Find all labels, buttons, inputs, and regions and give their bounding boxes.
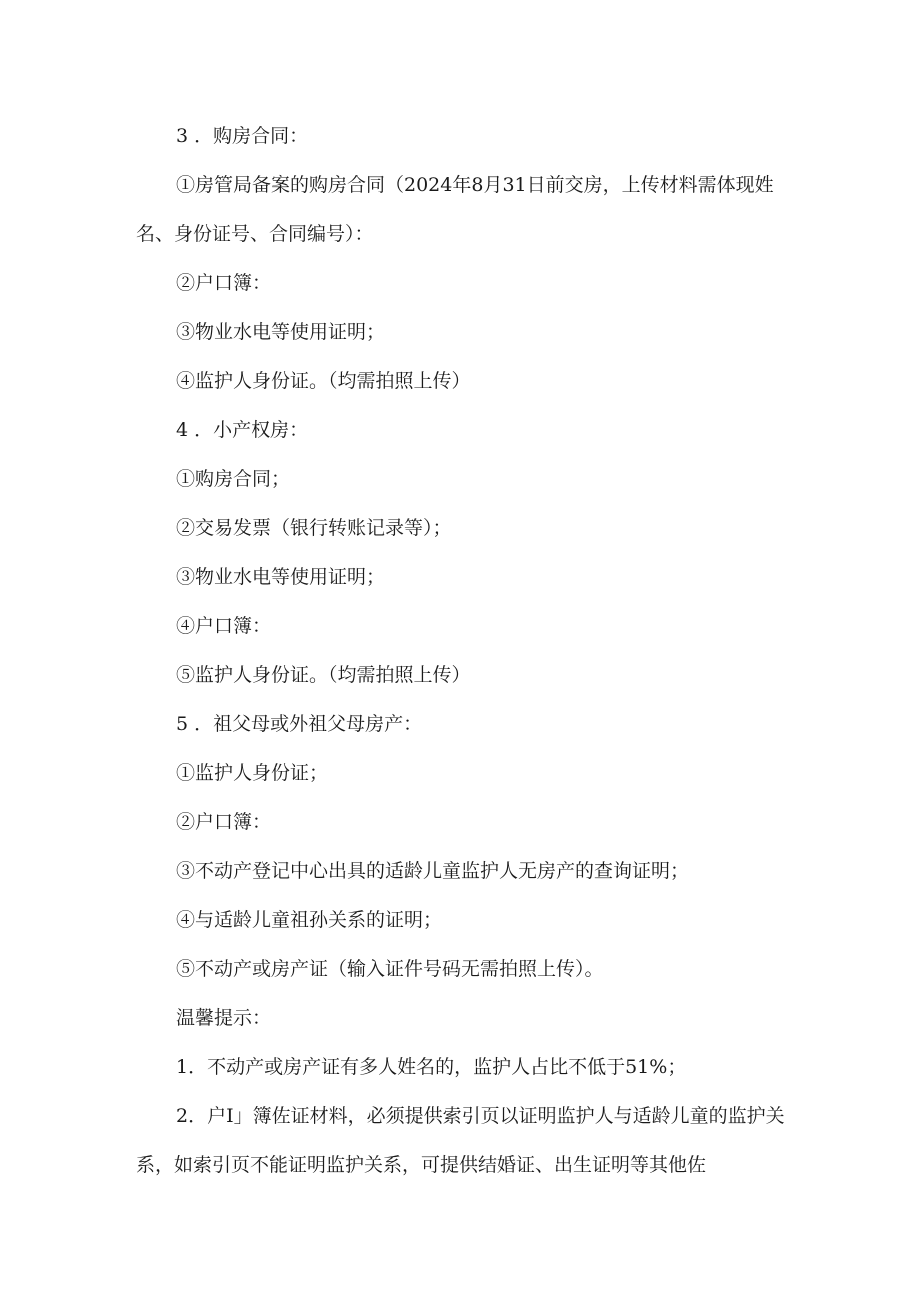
list-item: ②交易发票（银行转账记录等）；: [176, 517, 452, 539]
section-heading-small-property: 4 ．小产权房：: [176, 419, 309, 441]
list-item: ②户口簿：: [176, 811, 272, 833]
document-body: [136, 112, 796, 1190]
section-heading-tips: 温馨提示：: [176, 1007, 272, 1029]
list-item: ⑤监护人身份证。（均需拍照上传）: [176, 664, 471, 686]
list-item: ④监护人身份证。（均需拍照上传）: [176, 370, 471, 392]
list-item: ②户口簿：: [176, 272, 272, 294]
tip-item: 1．不动产或房产证有多人姓名的，监护人占比不低于51%；: [176, 1056, 687, 1078]
list-item: ①购房合同；: [176, 468, 291, 490]
list-item: ④户口簿：: [176, 615, 272, 637]
section-heading-grandparents-property: 5 ．祖父母或外祖父母房产：: [176, 713, 423, 735]
tip-item: 2．户I」簿佐证材料，必须提供索引页以证明监护人与适龄儿童的监护关系，如索引页不能证明监护关系，可提供结婚证、出生证明等其他佐: [136, 1105, 785, 1176]
list-item: ⑤不动产或房产证（输入证件号码无需拍照上传）。: [176, 958, 604, 980]
list-item: ③物业水电等使用证明；: [176, 321, 386, 343]
list-item: ③不动产登记中心出具的适龄儿童监护人无房产的查询证明；: [176, 860, 690, 882]
list-item: ③物业水电等使用证明；: [176, 566, 386, 588]
list-item: ①监护人身份证；: [176, 762, 329, 784]
section-heading-purchase-contract: 3 ．购房合同：: [176, 125, 309, 147]
list-item: ①房管局备案的购房合同（2024年8月31日前交房，上传材料需体现姓名、身份证号、合同编号）：: [136, 174, 774, 245]
list-item: ④与适龄儿童祖孙关系的证明；: [176, 909, 443, 931]
